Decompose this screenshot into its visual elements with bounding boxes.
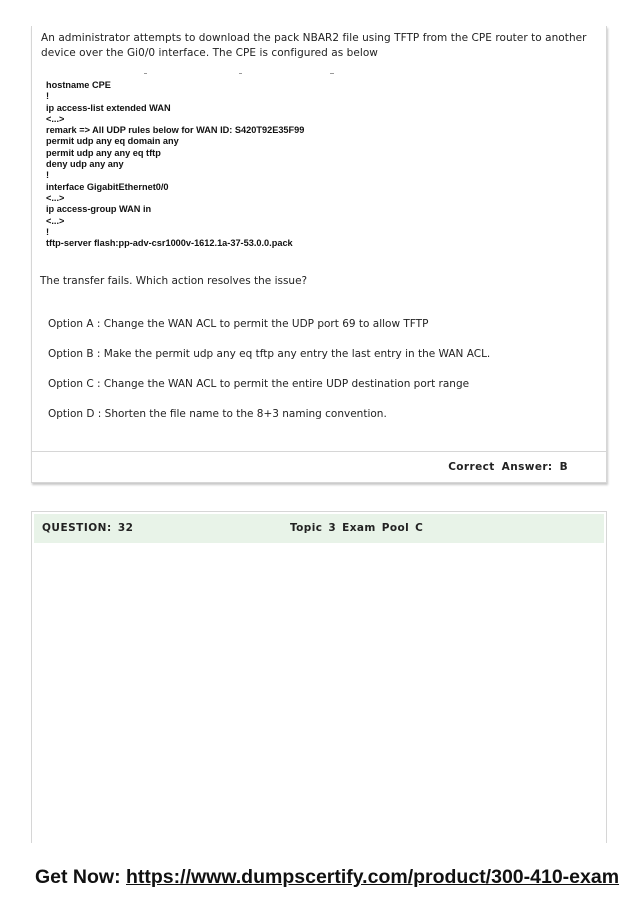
config-line: <...> xyxy=(46,215,65,226)
config-line: ! xyxy=(46,91,50,102)
question-topic: Topic 3 Exam Pool C xyxy=(290,522,424,534)
config-line: <...> xyxy=(46,192,65,203)
option-a: Option A : Change the WAN ACL to permit the UDP port 69 to allow TFTP xyxy=(48,318,429,330)
question-intro: An administrator attempts to download the pack NBAR2 file using TFTP from the CPE router to another device over the Gi0/0 interface. The CPE is configured as below xyxy=(41,32,587,59)
correct-answer: Correct Answer: B xyxy=(448,461,568,473)
config-line: <...> xyxy=(46,113,65,124)
config-line: ip access-group WAN in xyxy=(46,204,152,215)
question-header xyxy=(34,514,604,543)
config-image-artifact xyxy=(144,73,334,77)
product-link[interactable]: https://www.dumpscertify.com/product/300-410-exam xyxy=(126,866,620,888)
option-b: Option B : Make the permit udp any eq tftp any entry the last entry in the WAN ACL. xyxy=(48,348,491,360)
config-line: deny udp any any xyxy=(46,159,124,170)
question-number: QUESTION: 32 xyxy=(42,522,134,534)
answer-row xyxy=(32,451,606,483)
router-config-block xyxy=(46,80,304,249)
config-line: permit udp any eq domain any xyxy=(46,136,179,147)
config-line: ! xyxy=(46,170,50,181)
footer-banner xyxy=(35,866,619,889)
option-c: Option C : Change the WAN ACL to permit the entire UDP destination port range xyxy=(48,378,470,390)
config-line: interface GigabitEthernet0/0 xyxy=(46,181,169,192)
question-card xyxy=(31,511,607,843)
config-line: permit udp any any eq tftp xyxy=(46,147,161,158)
config-line: ! xyxy=(46,226,50,237)
footer-prefix: Get Now: xyxy=(35,866,126,888)
question-card xyxy=(31,26,607,483)
config-line: tftp-server flash:pp-adv-csr1000v-1612.1a-37-53.0.0.pack xyxy=(46,238,293,249)
answer-options xyxy=(48,317,490,437)
config-line: hostname CPE xyxy=(46,80,111,90)
config-line: remark => All UDP rules below for WAN ID: S420T92E35F99 xyxy=(46,125,305,136)
option-d: Option D : Shorten the file name to the 8+3 naming convention. xyxy=(48,408,387,420)
question-text: The transfer fails. Which action resolves the issue? xyxy=(40,275,308,287)
config-line: ip access-list extended WAN xyxy=(46,102,171,113)
